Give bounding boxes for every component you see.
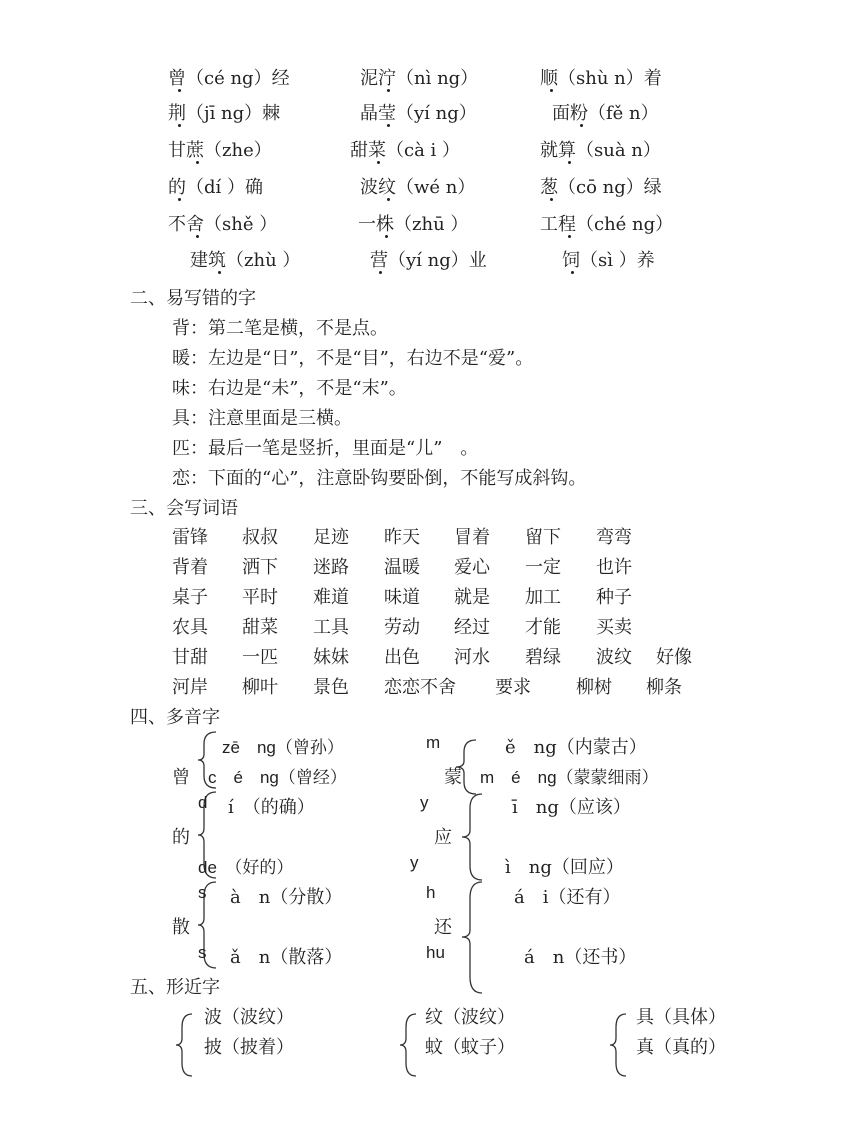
section-heading: 三、会写词语: [130, 498, 238, 519]
pinyin-item: 不舍（shě ）: [168, 214, 278, 235]
word: 买卖: [596, 617, 632, 638]
pinyin-reading: hu: [426, 943, 445, 962]
word: 叔叔: [242, 527, 278, 548]
word: 柳条: [646, 677, 682, 698]
word: 冒着: [454, 527, 490, 548]
pinyin-reading: á n（还书）: [524, 947, 637, 968]
rule-item: 暖：左边是“日”，不是“目”，右边不是“爱”。: [172, 348, 534, 369]
word: 一定: [525, 557, 561, 578]
pinyin-reading: à n（分散）: [230, 887, 343, 908]
word: 昨天: [384, 527, 420, 548]
word: 温暖: [384, 557, 420, 578]
polyphone-char: 曾: [172, 767, 190, 788]
word: 波纹: [596, 647, 632, 668]
word: 农具: [172, 617, 208, 638]
word: 就是: [454, 587, 490, 608]
emphasis-dot: [550, 89, 553, 92]
pinyin-item: 曾（cé ng）经: [168, 68, 290, 89]
word: 甘甜: [172, 647, 208, 668]
word: 经过: [454, 617, 490, 638]
brace-icon: [460, 792, 486, 882]
word: 河岸: [172, 677, 208, 698]
similar-char-item: 波（波纹）: [204, 1007, 294, 1028]
brace-icon: [398, 1012, 420, 1078]
emphasis-dot: [385, 235, 388, 238]
pinyin-reading: h: [426, 883, 436, 902]
pinyin-item: 建筑（zhù ）: [190, 250, 301, 271]
word: 爱心: [454, 557, 490, 578]
word: 弯弯: [596, 527, 632, 548]
rule-item: 具：注意里面是三横。: [172, 408, 352, 429]
emphasis-dot: [178, 124, 181, 127]
word: 柳叶: [242, 677, 278, 698]
emphasis-dot: [196, 161, 199, 164]
pinyin-reading: ī ng（应该）: [512, 797, 631, 818]
emphasis-dot: [377, 161, 380, 164]
emphasis-dot: [387, 124, 390, 127]
word: 出色: [384, 647, 420, 668]
rule-item: 匹：最后一笔是竖折，里面是“儿” 。: [172, 438, 479, 459]
word: 河水: [454, 647, 490, 668]
word: 要求: [495, 677, 531, 698]
pinyin-reading: de （好的）: [198, 858, 294, 877]
pinyin-item: 工程（ché ng）: [540, 214, 674, 235]
pinyin-reading: m é ng（蒙蒙细雨）: [480, 768, 659, 787]
polyphone-char: 散: [172, 917, 190, 938]
similar-char-item: 真（真的）: [636, 1037, 726, 1058]
pinyin-reading: ě ng（内蒙古）: [505, 737, 647, 758]
similar-char-item: 纹（波纹）: [425, 1007, 515, 1028]
emphasis-dot: [568, 235, 571, 238]
polyphone-char: 蒙: [444, 767, 462, 788]
emphasis-dot: [550, 198, 553, 201]
pinyin-reading: í （的确）: [228, 797, 315, 818]
word: 妹妹: [313, 647, 349, 668]
pinyin-reading: ì ng（回应）: [505, 857, 624, 878]
pinyin-reading: m: [426, 733, 441, 752]
pinyin-reading: d: [198, 793, 208, 812]
rule-item: 味：右边是“未”，不是“末”。: [172, 378, 407, 399]
word: 景色: [313, 677, 349, 698]
section-heading: 五、形近字: [130, 977, 220, 998]
polyphone-char: 还: [434, 917, 452, 938]
word: 加工: [525, 587, 561, 608]
emphasis-dot: [387, 89, 390, 92]
emphasis-dot: [379, 271, 382, 274]
word: 柳树: [576, 677, 612, 698]
word: 桌子: [172, 587, 208, 608]
brace-icon: [454, 738, 480, 796]
pinyin-reading: c é ng（曾经）: [208, 768, 347, 787]
word: 一匹: [242, 647, 278, 668]
word: 才能: [525, 617, 561, 638]
pinyin-item: 顺（shù n）着: [540, 68, 662, 89]
rule-item: 恋：下面的“心”，注意卧钩要卧倒，不能写成斜钩。: [172, 468, 587, 489]
emphasis-dot: [196, 235, 199, 238]
emphasis-dot: [568, 161, 571, 164]
pinyin-item: 泥泞（nì ng）: [360, 68, 479, 89]
section-heading: 二、易写错的字: [130, 288, 256, 309]
polyphone-char: 的: [172, 827, 190, 848]
pinyin-item: 甜菜（cà i ）: [350, 140, 461, 161]
rule-item: 背：第二笔是横，不是点。: [172, 318, 388, 339]
word: 背着: [172, 557, 208, 578]
pinyin-item: 的（dí ）确: [168, 177, 264, 198]
pinyin-item: 营（yí ng）业: [370, 250, 487, 271]
pinyin-item: 面粉（fě n）: [552, 103, 659, 124]
polyphone-char: 应: [434, 827, 452, 848]
emphasis-dot: [571, 271, 574, 274]
word: 工具: [313, 617, 349, 638]
pinyin-reading: á i（还有）: [514, 887, 621, 908]
brace-icon: [460, 880, 486, 995]
section-heading: 四、多音字: [130, 707, 220, 728]
word: 雷锋: [172, 527, 208, 548]
pinyin-item: 甘蔗（zhe）: [168, 140, 272, 161]
emphasis-dot: [387, 198, 390, 201]
word: 恋恋不舍: [384, 677, 456, 698]
pinyin-item: 一株（zhū ）: [358, 214, 469, 235]
pinyin-reading: y: [420, 793, 429, 812]
word: 碧绿: [525, 647, 561, 668]
pinyin-item: 就算（suà n）: [540, 140, 661, 161]
pinyin-item: 饲（sì ）养: [562, 250, 655, 271]
word: 迷路: [313, 557, 349, 578]
pinyin-reading: zē ng（曾孙）: [222, 738, 344, 757]
pinyin-item: 波纹（wé n）: [360, 177, 476, 198]
similar-char-item: 披（披着）: [204, 1037, 294, 1058]
word: 劳动: [384, 617, 420, 638]
pinyin-reading: y: [410, 853, 419, 872]
similar-char-item: 蚊（蚊子）: [425, 1037, 515, 1058]
pinyin-item: 晶莹（yí ng）: [360, 103, 477, 124]
word: 味道: [384, 587, 420, 608]
emphasis-dot: [580, 124, 583, 127]
word: 难道: [313, 587, 349, 608]
similar-char-item: 具（具体）: [636, 1007, 726, 1028]
word: 也许: [596, 557, 632, 578]
pinyin-item: 荆（jī ng）棘: [168, 103, 281, 124]
emphasis-dot: [178, 198, 181, 201]
brace-icon: [608, 1012, 630, 1078]
word: 种子: [596, 587, 632, 608]
word: 甜菜: [242, 617, 278, 638]
pinyin-item: 葱（cō ng）绿: [540, 177, 662, 198]
word: 好像: [656, 647, 692, 668]
pinyin-reading: s: [198, 943, 207, 962]
word: 平时: [242, 587, 278, 608]
word: 洒下: [242, 557, 278, 578]
pinyin-reading: s: [198, 883, 207, 902]
pinyin-reading: ǎ n（散落）: [230, 947, 343, 968]
emphasis-dot: [178, 89, 181, 92]
brace-icon: [174, 1012, 196, 1078]
emphasis-dot: [218, 271, 221, 274]
word: 留下: [525, 527, 561, 548]
word: 足迹: [313, 527, 349, 548]
